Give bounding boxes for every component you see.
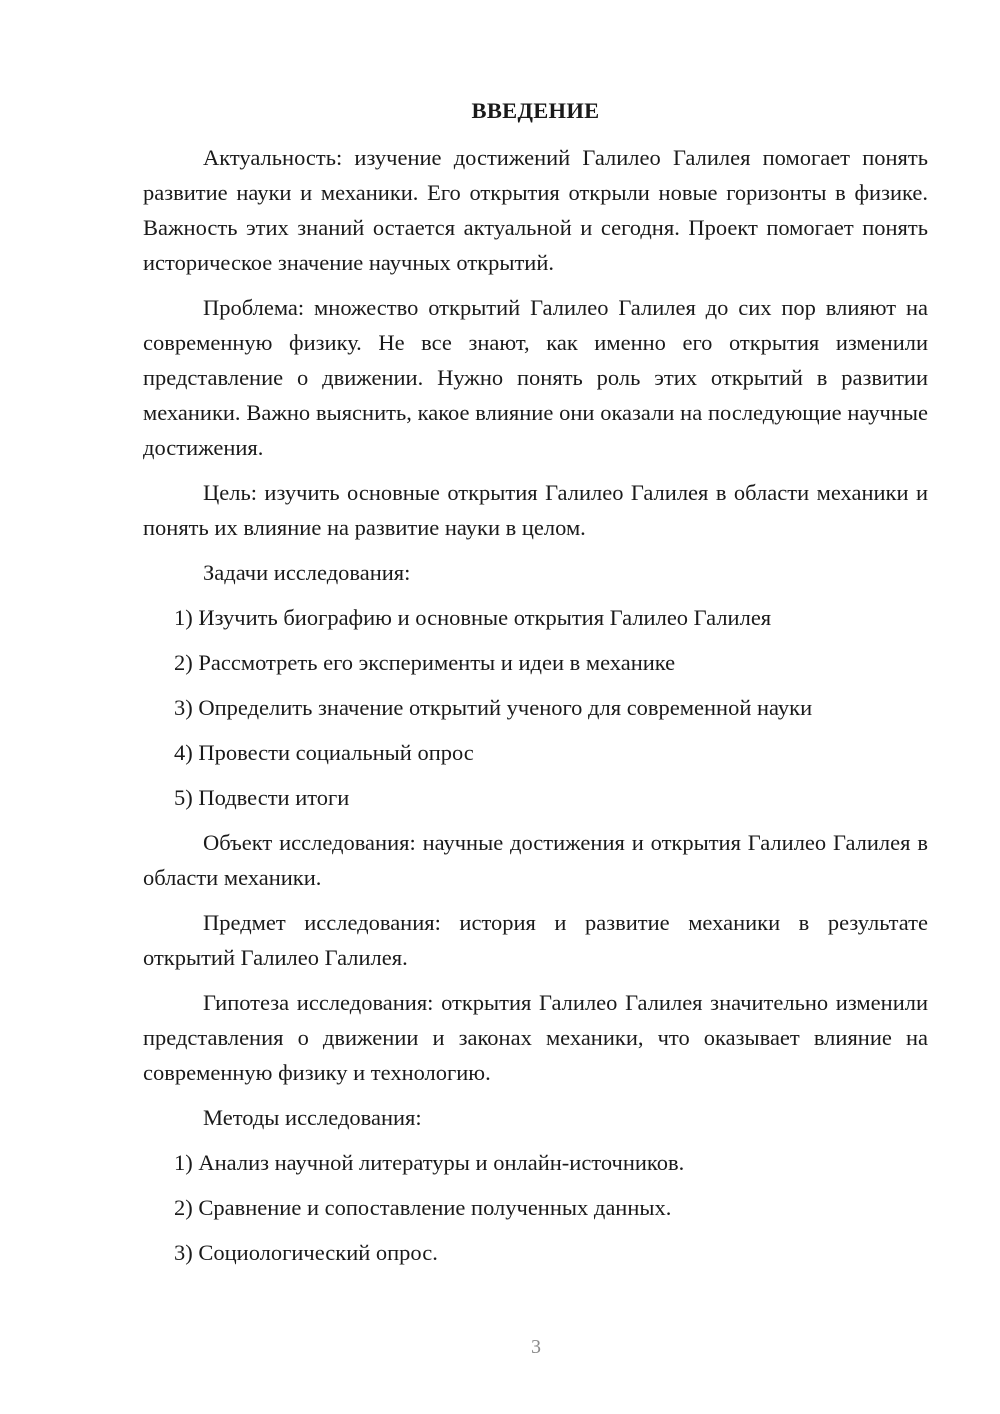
page-content (143, 93, 928, 1280)
hypothesis-paragraph: Гипотеза исследования: открытия Галилео Галилея значительно изменили представления о движении и законах механики, что оказывает влияние на современную физику и технологию. (143, 990, 928, 1085)
task-item: 2) Рассмотреть его эксперименты и идеи в механике (174, 650, 676, 675)
task-item: 5) Подвести итоги (174, 785, 350, 810)
section-heading: ВВЕДЕНИЕ (471, 98, 600, 123)
page-number: 3 (531, 1336, 541, 1358)
goal-paragraph: Цель: изучить основные открытия Галилео Галилея в области механики и понять их влияние на развитие науки в целом. (143, 480, 928, 540)
tasks-label: Задачи исследования: (203, 560, 411, 585)
method-item: 3) Социологический опрос. (174, 1240, 438, 1265)
task-item: 1) Изучить биографию и основные открытия Галилео Галилея (174, 605, 772, 630)
object-paragraph: Объект исследования: научные достижения и открытия Галилео Галилея в области механики. (143, 830, 928, 890)
relevance-paragraph: Актуальность: изучение достижений Галилео Галилея помогает понять развитие науки и механики. Его открытия открыли новые горизонты в физике. Важность этих знаний остается актуальной и сегодня. Проект помогает понять историческое значение научных открытий. (143, 145, 928, 275)
task-item: 4) Провести социальный опрос (174, 740, 474, 765)
method-item: 1) Анализ научной литературы и онлайн-источников. (174, 1150, 685, 1175)
method-item: 2) Сравнение и сопоставление полученных данных. (174, 1195, 672, 1220)
problem-paragraph: Проблема: множество открытий Галилео Галилея до сих пор влияют на современную физику. Не все знают, как именно его открытия изменили представление о движении. Нужно понять роль этих открытий в развитии механики. Важно выяснить, какое влияние они оказали на последующие научные достижения. (143, 295, 928, 460)
methods-label: Методы исследования: (203, 1105, 422, 1130)
task-item: 3) Определить значение открытий ученого для современной науки (174, 695, 813, 720)
subject-paragraph: Предмет исследования: история и развитие механики в результате открытий Галилео Галилея. (143, 910, 928, 970)
